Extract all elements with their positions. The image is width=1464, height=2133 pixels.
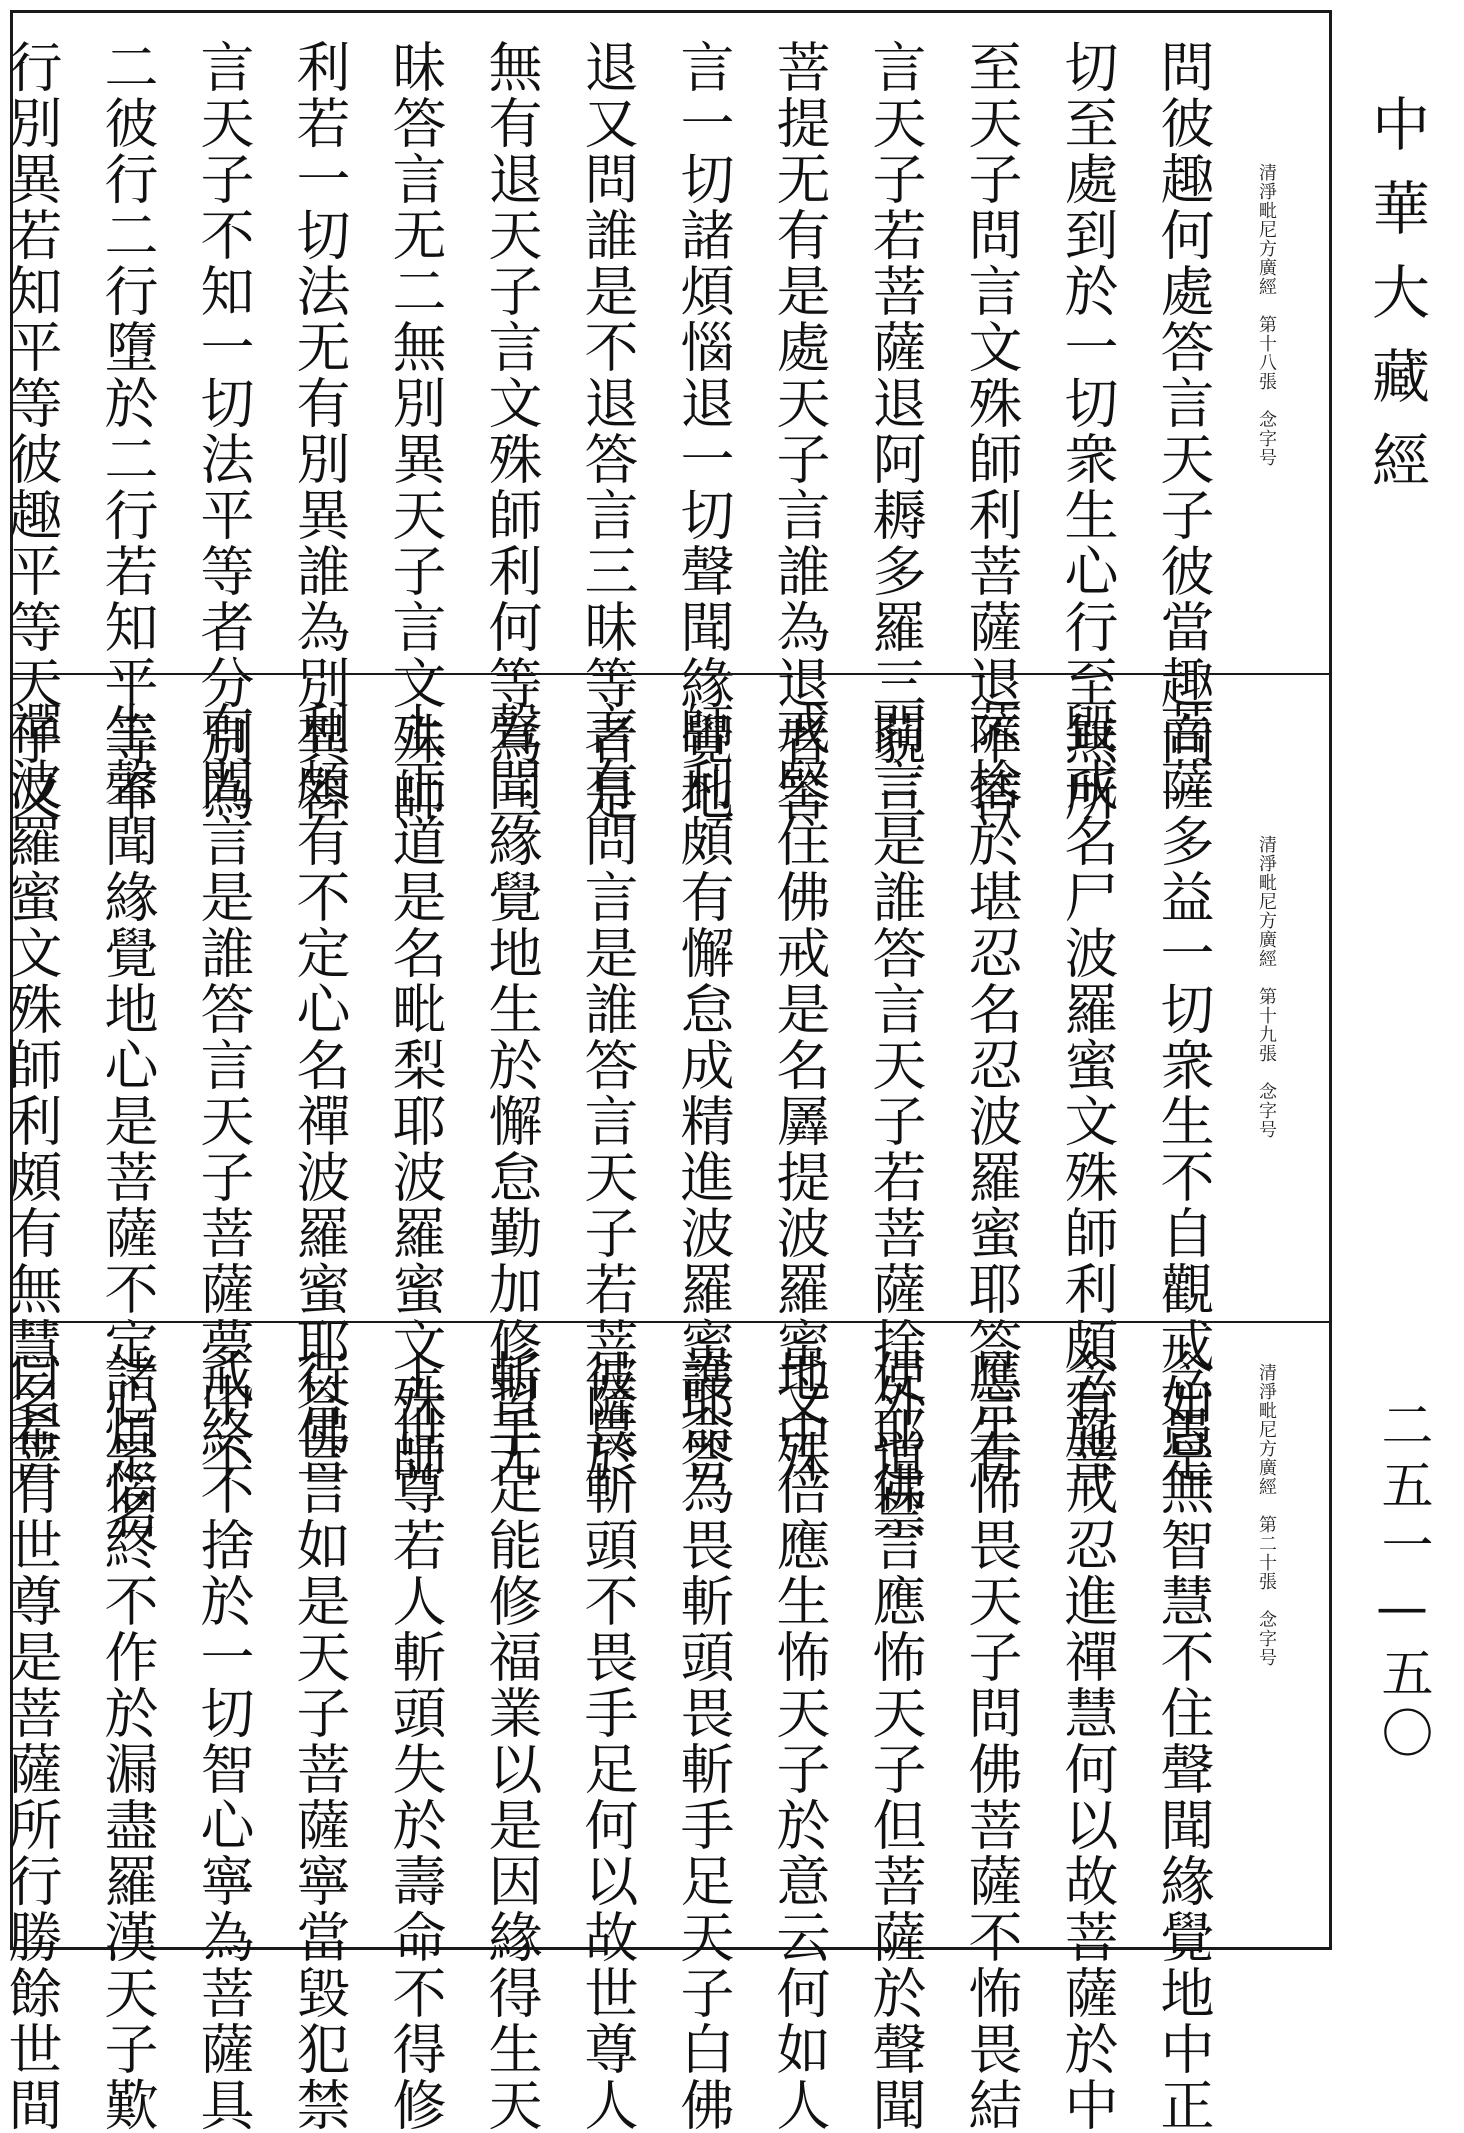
text-column: 上正道是名毗梨耶波羅蜜文殊師: [384, 701, 447, 1485]
text-column: 護命為畏斬頭畏斬手足天子白佛: [672, 1349, 735, 2133]
text-column: 至天子問言文殊師利菩薩退不答: [960, 39, 1023, 823]
register-margin-note: 清淨毗尼方廣經 第二十張 念字号: [1256, 1363, 1277, 1667]
text-column: 二彼行二行墮於二行若知平等不: [96, 39, 159, 823]
text-column: 昧答言无二無別異天子言文殊師: [384, 39, 447, 823]
text-column: 菩薩多益一切衆生不自觀戒如是: [1152, 701, 1215, 1485]
text-column: 利頗有不定心名禪波羅蜜耶答言: [288, 701, 351, 1485]
text-column: 地中倍應生怖天子於意云何如人: [768, 1349, 831, 2133]
text-column: 薩捨於堪忍名忍波羅蜜耶答言有: [960, 701, 1023, 1485]
text-column: 無有退天子言文殊師利何等為三: [480, 39, 543, 823]
collection-title: 中華大藏經: [1362, 94, 1430, 514]
text-column: 行別異若知平等彼趣平等天子又: [0, 39, 63, 823]
text-column: 言天子若菩薩退阿耨多羅三藐三: [864, 39, 927, 823]
text-column: 戒終不捨於一切智心寧為菩薩具: [192, 1349, 255, 2133]
text-register-lower: [0, 1321, 1329, 2133]
text-column: 念愚無智慧不住聲聞緣覺地中正: [1152, 1349, 1215, 2133]
register-margin-note: 清淨毗尼方廣經 第十八張 念字号: [1256, 163, 1277, 467]
text-column: 曰希有世尊是菩薩所行勝餘世間: [0, 1349, 63, 2133]
text-register-upper: [0, 13, 1329, 823]
text-column: 斬手足能修福業以是因緣得生天: [480, 1349, 543, 2133]
text-column: 毀戒名尸波羅蜜文殊師利頗有菩: [1056, 701, 1119, 1485]
page-frame: [0, 10, 1332, 2133]
text-column: 上世尊若人斬頭失於壽命不得修: [384, 1349, 447, 2133]
text-column: 行佛言如是天子菩薩寧當毀犯禁: [288, 1349, 351, 2133]
text-column: 師利頗有懈怠成精進波羅蜜耶答: [672, 701, 735, 1485]
scripture-text-block: [0, 1349, 1231, 2133]
text-column: 念施戒忍進禪慧何以故菩薩於中: [1056, 1349, 1119, 2133]
text-column: 聲聞緣覺地生於懈怠勤加修習无: [480, 701, 543, 1485]
text-column: 戒堅住佛戒是名羼提波羅蜜文殊: [768, 701, 831, 1485]
text-column: 言天子不知一切法平等者分別為: [192, 39, 255, 823]
text-column: 禪波羅蜜文殊師利頗有無慧名菩: [0, 701, 63, 1485]
register-margin-note: 清淨毗尼方廣經 第十九張 念字号: [1256, 835, 1277, 1139]
text-column: 菩提无有是處天子言誰為退者答: [768, 39, 831, 823]
text-column: 生聲聞緣覺地心是菩薩不定心是名: [96, 701, 159, 1541]
text-column: 言有問言是誰答言天子若菩薩於: [576, 701, 639, 1485]
text-column: 有問言是誰答言天子菩薩夢中不: [192, 701, 255, 1485]
scripture-text-block: [0, 701, 1231, 1541]
text-column: 切至處到於一切衆生心行至無所: [1056, 39, 1119, 823]
text-column: 退又問誰是不退答言三昧等者是: [576, 39, 639, 823]
text-column: 利若一切法无有別異誰為別異答: [288, 39, 351, 823]
text-column: 問彼趣何處答言天子彼當趣向一: [1152, 39, 1215, 823]
text-column: 問言是誰答言天子若菩薩捨外道禁: [864, 701, 927, 1541]
text-column: 言一切諸煩惱退一切聲聞緣覺地: [672, 39, 735, 823]
text-column: 使耶佛言應怖天子但菩薩於聲聞: [864, 1349, 927, 2133]
scripture-text-block: [0, 39, 1231, 823]
text-column: 應生怖畏天子問佛菩薩不怖畏結: [960, 1349, 1023, 2133]
page-number: 二五一—五〇: [1372, 1398, 1432, 1766]
text-column: 諸煩惱終不作於漏盡羅漢天子歎: [96, 1349, 159, 2133]
text-column: 彼畏斬頭不畏手足何以故世尊人: [576, 1349, 639, 2133]
